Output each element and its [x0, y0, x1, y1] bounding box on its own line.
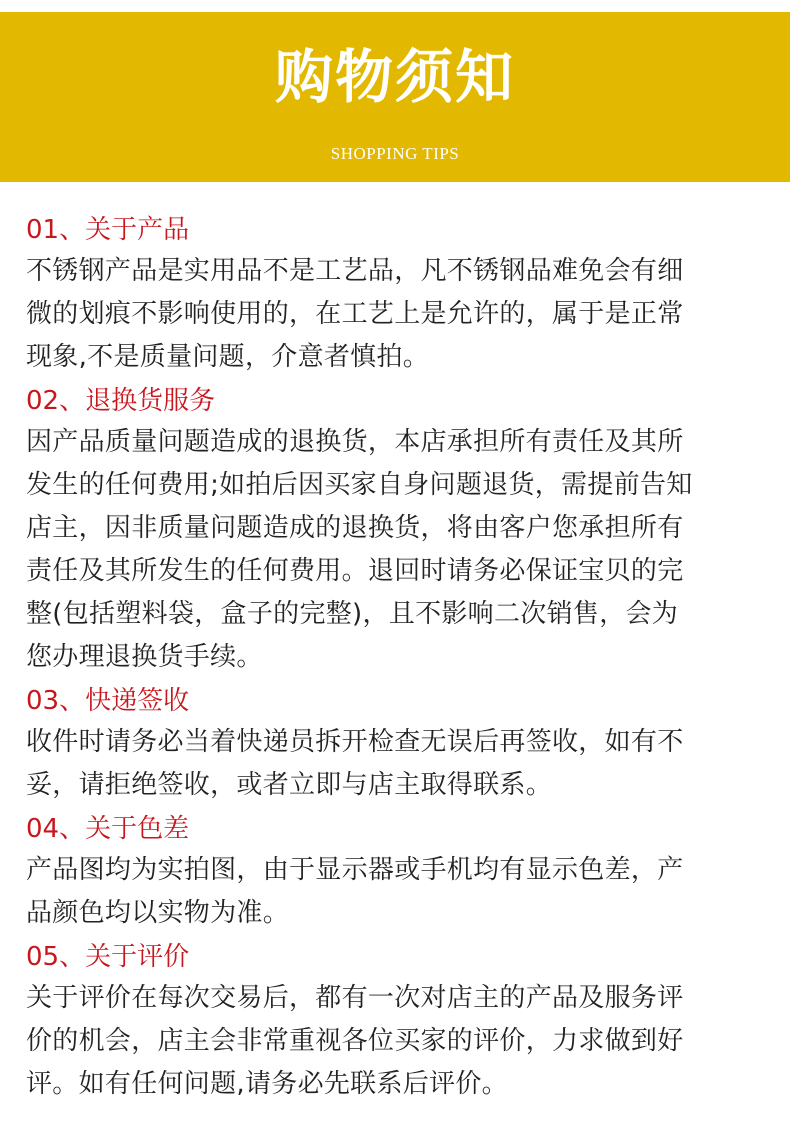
section-body — [26, 421, 771, 679]
section-body — [26, 849, 771, 935]
page-subtitle: SHOPPING TIPS — [330, 144, 460, 163]
tips-content — [26, 210, 771, 1108]
section-heading: 04、关于色差 — [26, 814, 190, 844]
body-line: 店主，因非质量问题造成的退换货，将由客户您承担所有 — [26, 513, 684, 543]
body-line: 您办理退换货手续。 — [26, 642, 263, 672]
body-line: 现象,不是质量问题，介意者慎拍。 — [26, 342, 430, 372]
body-line: 品颜色均以实物为准。 — [26, 898, 290, 928]
section-color — [26, 809, 771, 935]
section-review — [26, 937, 771, 1106]
section-heading: 01、关于产品 — [26, 215, 190, 245]
body-line: 发生的任何费用;如拍后因买家自身问题退货，需提前告知 — [26, 470, 693, 500]
body-line: 产品图均为实拍图，由于显示器或手机均有显示色差，产 — [26, 855, 684, 885]
section-returns — [26, 381, 771, 679]
section-heading: 02、退换货服务 — [26, 386, 216, 416]
body-line: 评。如有任何问题,请务必先联系后评价。 — [26, 1069, 508, 1099]
section-product — [26, 210, 771, 379]
body-line: 因产品质量问题造成的退换货，本店承担所有责任及其所 — [26, 427, 684, 457]
header-banner — [0, 12, 790, 182]
page-title: 购物须知 — [274, 43, 515, 111]
body-line: 收件时请务必当着快递员拆开检查无误后再签收，如有不 — [26, 727, 684, 757]
body-line: 微的划痕不影响使用的，在工艺上是允许的，属于是正常 — [26, 299, 684, 329]
body-line: 关于评价在每次交易后，都有一次对店主的产品及服务评 — [26, 983, 684, 1013]
section-body — [26, 977, 771, 1106]
section-heading: 03、快递签收 — [26, 686, 190, 716]
section-body — [26, 250, 771, 379]
section-heading: 05、关于评价 — [26, 942, 190, 972]
body-line: 妥，请拒绝签收，或者立即与店主取得联系。 — [26, 770, 553, 800]
body-line: 责任及其所发生的任何费用。退回时请务必保证宝贝的完 — [26, 556, 684, 586]
body-line: 不锈钢产品是实用品不是工艺品，凡不锈钢品难免会有细 — [26, 256, 684, 286]
section-body — [26, 721, 771, 807]
body-line: 整(包括塑料袋，盒子的完整)，且不影响二次销售，会为 — [26, 599, 679, 629]
body-line: 价的机会，店主会非常重视各位买家的评价，力求做到好 — [26, 1026, 684, 1056]
section-delivery — [26, 681, 771, 807]
